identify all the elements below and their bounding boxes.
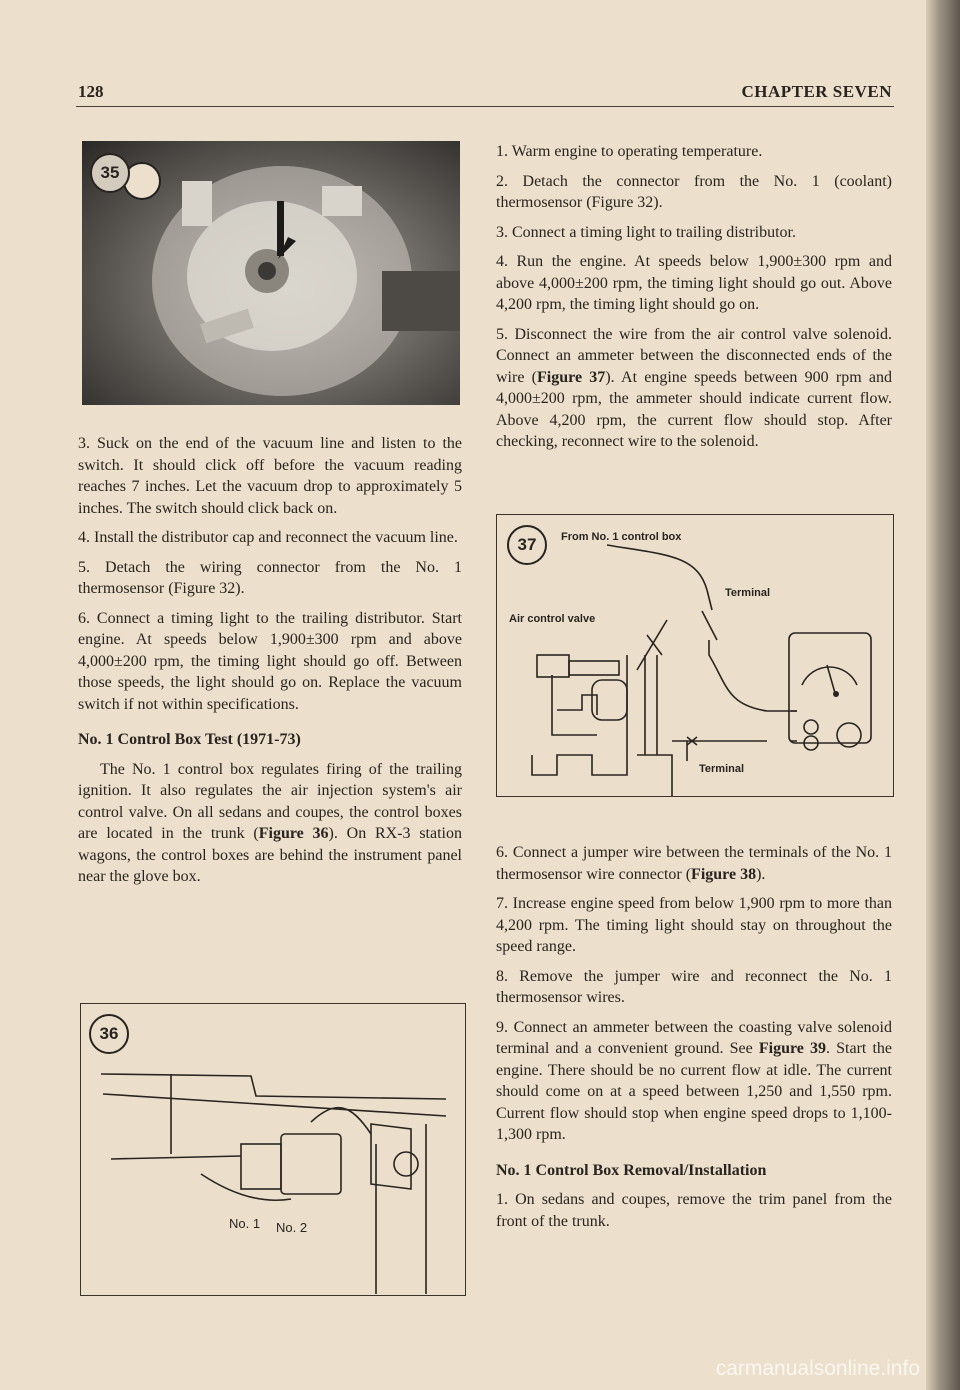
figure-35-number: 35 [90, 153, 130, 193]
label-from-control-box: From No. 1 control box [561, 531, 682, 543]
figure-36 [80, 1003, 466, 1296]
r-step-6: 6. Connect a jumper wire between the terminals of the No. 1 thermosensor wire connector (Figure 38). [496, 844, 892, 883]
figure-36-reference: Figure 36 [258, 825, 329, 842]
watermark: carmanualsonline.info [715, 1357, 920, 1380]
r-step-1: 1. Warm engine to operating temperature. [496, 143, 763, 160]
figure-37-number: 37 [507, 525, 547, 565]
label-no1: No. 1 [229, 1216, 261, 1231]
right-column-top [496, 141, 892, 461]
page-binding-edge [926, 0, 960, 1390]
label-air-control-valve: Air control valve [509, 613, 596, 625]
r-step-9: 9. Connect an ammeter between the coasting valve solenoid terminal and a convenient ground. See Figure 39. Start the engine. There should be no current flow at idle. The current should come on at a speed between 1,250 and 1,550 rpm. Current flow should stop when engine speed drops to 1,100-1,300 rpm. [496, 1018, 893, 1143]
r-step-5: 5. Disconnect the wire from the air control valve solenoid. Connect an ammeter between the disconnected ends of the wire (Figure 37). At engine speeds between 900 rpm and 4,000±200 rpm, the ammeter should indicate current flow. Above 4,200 rpm, the current flow should stop. After checking, reconnect wire to the solenoid. [496, 325, 893, 450]
section-heading-removal: No. 1 Control Box Removal/Installation [496, 1161, 767, 1179]
figure-37-reference: Figure 37 [537, 368, 606, 386]
label-terminal-top: Terminal [725, 587, 771, 599]
figure-36-number: 36 [89, 1014, 129, 1054]
r-step-2: 2. Detach the connector from the No. 1 (coolant) thermosensor (Figure 32). [496, 172, 892, 211]
figure-35-photo [82, 141, 460, 405]
removal-step-1: 1. On sedans and coupes, remove the trim panel from the front of the trunk. [496, 1191, 892, 1230]
r-step-7: 7. Increase engine speed from below 1,900 rpm to more than 4,200 rpm. The timing light should stay on throughout the speed range. [496, 895, 892, 955]
figure-38-reference: Figure 38 [691, 865, 757, 883]
r-step-3: 3. Connect a timing light to trailing distributor. [496, 223, 796, 241]
chapter-title: CHAPTER SEVEN [741, 82, 892, 101]
step-4-text: 4. Install the distributor cap and reconnect the vacuum line. [78, 529, 458, 546]
figure-39-reference: Figure 39 [758, 1040, 827, 1057]
page-number: 128 [78, 82, 104, 101]
section-heading-control-box-test: No. 1 Control Box Test (1971-73) [78, 731, 301, 748]
step-3-text: 3. Suck on the end of the vacuum line and listen to the switch. It should click off before the vacuum reading reaches 7 inches. Let the vacuum drop to approximately 5 inches. The switch should click back on. [78, 435, 462, 517]
step-5-text: 5. Detach the wiring connector from the No. 1 thermosensor (Figure 32). [78, 558, 462, 597]
left-column [78, 433, 462, 896]
control-box-diagram [81, 1004, 465, 1295]
label-no2: No. 2 [276, 1220, 308, 1235]
r-step-4: 4. Run the engine. At speeds below 1,900±300 rpm and above 4,000±200 rpm, the timing light should go out. Above 4,200 rpm, the timing light should go on. [496, 253, 892, 313]
intro-paragraph: The No. 1 control box regulates firing of the trailing ignition. It also regulates the air injection system's air control valve. On all sedans and coupes, the control boxes are located in the trunk (Figure 36). On RX-3 station wagons, the control boxes are behind the instrument panel near the glove box. [78, 760, 462, 885]
label-terminal-bottom: Terminal [699, 763, 745, 775]
step-6-text: 6. Connect a timing light to the trailing distributor. Start engine. At speeds below 1,900±300 rpm and above 4,000±200 rpm, the timing light should go off. Between those speeds, the light should go on. Replace the vacuum switch if not within specifications. [78, 609, 462, 713]
figure-37 [496, 514, 894, 797]
right-column-bottom [496, 842, 892, 1240]
ammeter-wiring-diagram [497, 515, 893, 796]
distributor-photo-illustration [82, 141, 460, 405]
r-step-8: 8. Remove the jumper wire and reconnect the No. 1 thermosensor wires. [496, 967, 892, 1006]
header-rule [76, 106, 894, 107]
